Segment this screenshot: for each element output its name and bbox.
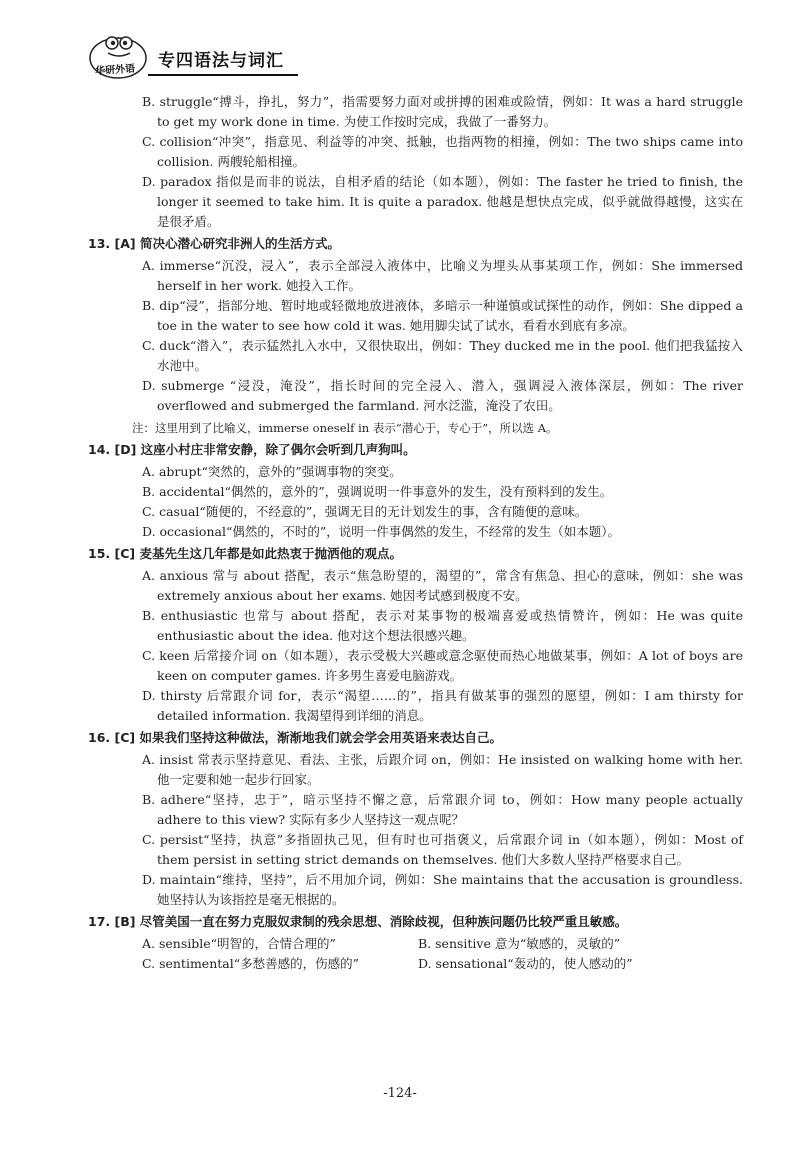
q17-option-a: A. sensible“明智的，合情合理的” bbox=[142, 936, 336, 951]
question-17-heading: 17. [B] 尽管美国一直在努力克服奴隶制的残余思想、消除歧视，但种族问题仍比较严重且敏感。 bbox=[88, 914, 628, 929]
q17-options-row-2 bbox=[88, 954, 743, 974]
question-16-heading: 16. [C] 如果我们坚持这种做法，渐渐地我们就会学会用英语来表达自己。 bbox=[88, 730, 502, 745]
q13-option-d: D. submerge “浸没，淹没”，指长时间的完全浸入、潜入，强调浸入液体深层，例如：The river overflowed and submerged the farmland. 河水泛滥，淹没了农田。 bbox=[142, 378, 743, 413]
question-15-heading: 15. [C] 麦基先生这几年都是如此热衷于抛洒他的观点。 bbox=[88, 546, 402, 561]
q13-note: 注：这里用到了比喻义，immerse oneself in 表示“潜心于，专心于”，所以选 A。 bbox=[132, 421, 558, 435]
q13-option-b: B. dip“浸”，指部分地、暂时地或轻微地放进液体，多暗示一种谨慎或试探性的动作，例如：She dipped a toe in the water to see how cold it was. 她用脚尖试了试水，看看水到底有多凉。 bbox=[142, 298, 743, 333]
q15-option-b: B. enthusiastic 也常与 about 搭配，表示对某事物的极端喜爱或热情赞许，例如：He was quite enthusiastic about the idea. 他对这个想法很感兴趣。 bbox=[142, 608, 743, 643]
publisher-logo bbox=[88, 34, 152, 80]
q14-option-b: B. accidental“偶然的，意外的”，强调说明一件事意外的发生，没有预料到的发生。 bbox=[142, 484, 613, 499]
q17-option-b: B. sensitive 意为“敏感的，灵敏的” bbox=[418, 936, 621, 951]
q17-options-row-1 bbox=[88, 934, 743, 954]
option-d-paradox: D. paradox 指似是而非的说法，自相矛盾的结论（如本题），例如：The faster he tried to finish, the longer it seemed to take him. It is quite a paradox. 他越是想快点完成，似乎就做得越慢，这实在是很矛盾。 bbox=[142, 174, 743, 229]
q16-option-d: D. maintain“维持，坚持”，后不用加介词，例如：She maintains that the accusation is groundless. 她坚持认为该指控是毫无根据的。 bbox=[142, 872, 743, 907]
q16-option-a: A. insist 常表示坚持意见、看法、主张，后跟介词 on，例如：He insisted on walking home with her. 他一定要和她一起步行回家。 bbox=[142, 752, 743, 787]
q17-option-d: D. sensational“轰动的，使人感动的” bbox=[418, 956, 633, 971]
q14-option-a: A. abrupt“突然的，意外的”强调事物的突变。 bbox=[142, 464, 402, 479]
page-header bbox=[88, 34, 298, 82]
answer-explanations bbox=[88, 92, 743, 974]
header-divider bbox=[148, 74, 298, 76]
option-c-collision: C. collision“冲突”，指意见、利益等的冲突、抵触，也指两物的相撞，例如：The two ships came into collision. 两艘轮船相撞。 bbox=[142, 134, 743, 169]
q13-option-c: C. duck“潜入”，表示猛然扎入水中，又很快取出，例如：They ducked me in the pool. 他们把我猛按入水池中。 bbox=[142, 338, 743, 373]
q14-option-d: D. occasional“偶然的，不时的”，说明一件事偶然的发生，不经常的发生（如本题）。 bbox=[142, 524, 620, 539]
q13-option-a: A. immerse“沉没，浸入”，表示全部浸入液体中，比喻义为埋头从事某项工作，例如：She immersed herself in her work. 她投入工作。 bbox=[142, 258, 743, 293]
q15-option-d: D. thirsty 后常跟介词 for，表示“渴望……的”，指具有做某事的强烈的愿望，例如：I am thirsty for detailed information. 我渴望得到详细的消息。 bbox=[142, 688, 743, 723]
page-number: -124- bbox=[383, 1086, 417, 1101]
q16-option-b: B. adhere“坚持，忠于”，暗示坚持不懈之意，后常跟介词 to，例如：How many people actually adhere to this view? 实际有多少人坚持这一观点呢？ bbox=[142, 792, 743, 827]
logo-text: 华研外语 bbox=[94, 63, 136, 78]
q16-option-c: C. persist“坚持，执意”多指固执己见，但有时也可指褒义，后常跟介词 in（如本题），例如：Most of them persist in setting strict demands on themselves. 他们大多数人坚持严格要求自己。 bbox=[142, 832, 743, 867]
question-13-heading: 13. [A] 简决心潜心研究非洲人的生活方式。 bbox=[88, 236, 340, 251]
q15-option-a: A. anxious 常与 about 搭配，表示“焦急盼望的，渴望的”，常含有焦急、担心的意味，例如：she was extremely anxious about her exams. 她因考试感到极度不安。 bbox=[142, 568, 743, 603]
q14-option-c: C. casual“随便的，不经意的”，强调无目的无计划发生的事，含有随便的意味。 bbox=[142, 504, 588, 519]
question-14-heading: 14. [D] 这座小村庄非常安静，除了偶尔会听到几声狗叫。 bbox=[88, 442, 416, 457]
q17-option-c: C. sentimental“多愁善感的，伤感的” bbox=[142, 956, 360, 971]
option-b-struggle: B. struggle“搏斗，挣扎，努力”，指需要努力面对或拼搏的困难或险情，例如：It was a hard struggle to get my work done in time. 为使工作按时完成，我做了一番努力。 bbox=[142, 94, 743, 129]
q15-option-c: C. keen 后常接介词 on（如本题），表示受极大兴趣或意念驱使而热心地做某事，例如：A lot of boys are keen on computer games. 许多男生喜爱电脑游戏。 bbox=[142, 648, 743, 683]
page-title: 专四语法与词汇 bbox=[158, 51, 284, 71]
